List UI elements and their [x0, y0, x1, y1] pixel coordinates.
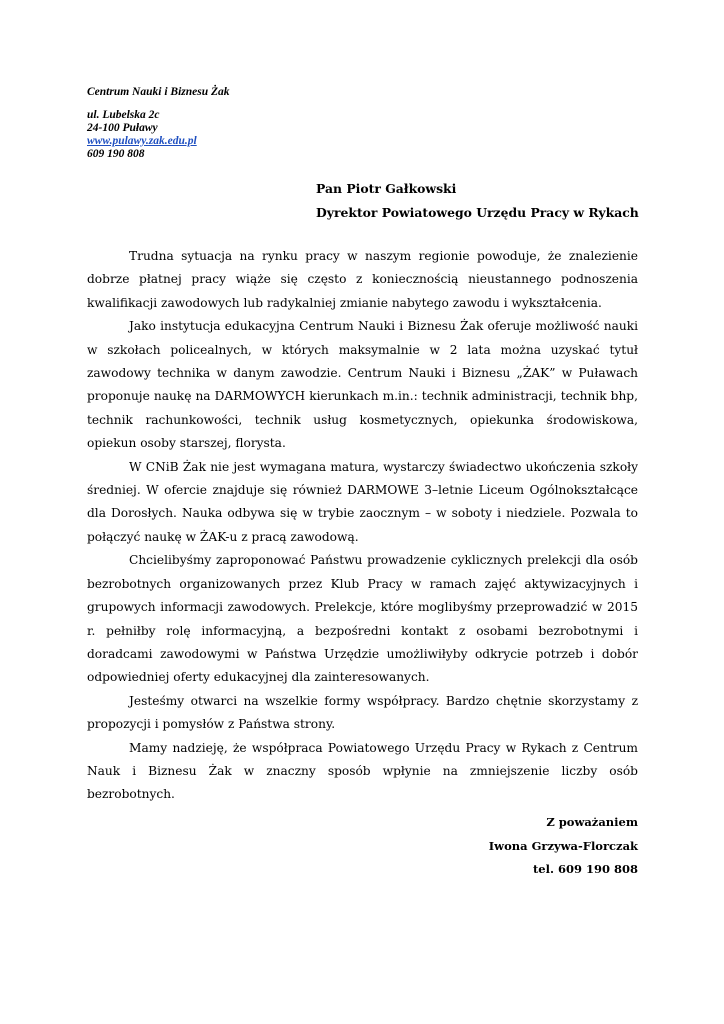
body-paragraph: W CNiB Żak nie jest wymagana matura, wystarczy świadectwo ukończenia szkoły średniej. W ofercie znajduje się również DARMOWE 3–letnie Liceum Ogólnokształcące dla Dorosłych. Nauka odbywa się w trybie zaocznym – w soboty i niedziele. Pozwala to połączyć naukę w ŻAK-u z pracą zawodową. — [87, 459, 638, 544]
body-paragraph: Chcielibyśmy zaproponować Państwu prowadzenie cyklicznych prelekcji dla osób bezrobotnych organizowanych przez Klub Pracy w ramach zajęć aktywizacyjnych i grupowych informacji zawodowych. Prelekcje, które moglibyśmy przeprowadzić w 2015 r. pełniłby rolę informacyjną, a bezpośredni kontakt z osobami bezrobotnymi i doradcami zawodowymi w Państwa Urzędzie umożliwiłyby odkrycie potrzeb i dobór odpowiedniej oferty edukacyjnej dla zainteresowanych. — [87, 553, 638, 685]
body-paragraph: Jesteśmy otwarci na wszelkie formy współpracy. Bardzo chętnie skorzystamy z propozycji i pomysłów z Państwa strony. — [87, 693, 638, 732]
sender-website-link[interactable]: www.pulawy.zak.edu.pl — [87, 135, 197, 147]
recipient-title: Dyrektor Powiatowego Urzędu Pracy w Rykach — [316, 205, 639, 220]
body-paragraph: Mamy nadzieję, że współpraca Powiatowego Urzędu Pracy w Rykach z Centrum Nauk i Biznesu Żak w znaczny sposób wpłynie na zmniejszenie liczby osób bezrobotnych. — [87, 740, 638, 802]
recipient-block — [316, 177, 639, 225]
sender-street: ul. Lubelska 2c — [87, 109, 160, 121]
sender-city: 24-100 Puławy — [87, 122, 158, 134]
sender-organization: Centrum Nauki i Biznesu Żak — [87, 86, 230, 98]
body-paragraph: Trudna sytuacja na rynku pracy w naszym regionie powoduje, że znalezienie dobrze płatnej pracy wiąże się często z koniecznością nieustannego podnoszenia kwalifikacji zawodowych lub radykalniej zmianie nabytego zawodu i wykształcenia. — [87, 249, 638, 310]
recipient-name: Pan Piotr Gałkowski — [316, 181, 457, 196]
signature-phone: tel. 609 190 808 — [532, 862, 638, 876]
signature-closing: Z poważaniem — [546, 815, 638, 829]
sender-phone: 609 190 808 — [87, 148, 145, 160]
body-paragraph: Jako instytucja edukacyjna Centrum Nauki i Biznesu Żak oferuje możliwość nauki w szkołach policealnych, w których maksymalnie w 2 lata można uzyskać tytuł zawodowy technika w danym zawodzie. Centrum Nauki i Biznesu „ŻAK” w Puławach proponuje naukę na DARMOWYCH kierunkach m.in.: technik administracji, technik bhp, technik rachunkowości, technik usług kosmetycznych, opiekunka środowiskowa, opiekun osoby starszej, florysta. — [87, 319, 638, 451]
sender-block — [87, 86, 230, 161]
signature-name: Iwona Grzywa-Florczak — [488, 838, 638, 853]
letter-body — [87, 245, 638, 807]
signature-block — [489, 811, 638, 882]
